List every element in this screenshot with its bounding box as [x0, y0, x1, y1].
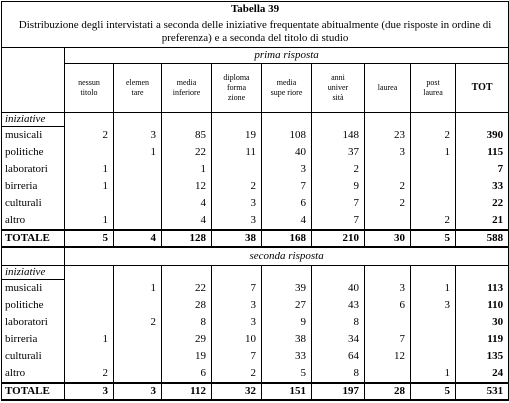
table-cell: 3 [212, 212, 262, 230]
row-header-spacer [65, 113, 114, 127]
table-cell: 3 [212, 314, 262, 331]
row-label: politiche [2, 144, 65, 161]
table-row [2, 195, 509, 212]
total-cell: 28 [365, 383, 411, 400]
table-cell: 43 [312, 297, 365, 314]
section-banner-row [2, 48, 509, 64]
table-cell: 19 [212, 127, 262, 145]
table-cell: 3 [262, 161, 312, 178]
table-cell: 1 [114, 280, 162, 298]
row-total-cell: 390 [456, 127, 509, 145]
table-cell: 6 [262, 195, 312, 212]
row-header-row [2, 266, 509, 280]
row-total-cell: 119 [456, 331, 509, 348]
table-cell: 4 [162, 212, 212, 230]
table-cell: 8 [312, 365, 365, 383]
table-cell: 23 [365, 127, 411, 145]
table-cell: 19 [162, 348, 212, 365]
row-header-spacer [411, 113, 456, 127]
banner-spacer [2, 48, 65, 64]
row-header-spacer [162, 113, 212, 127]
table-cell: 1 [162, 161, 212, 178]
table-cell [365, 161, 411, 178]
table-cell: 11 [212, 144, 262, 161]
row-header-spacer [456, 113, 509, 127]
table-cell: 3 [411, 297, 456, 314]
table-row [2, 127, 509, 145]
column-header-row [2, 64, 509, 113]
row-label: altro [2, 212, 65, 230]
row-label: altro [2, 365, 65, 383]
statistics-table [1, 1, 509, 401]
total-cell: 112 [162, 383, 212, 400]
table-cell: 12 [365, 348, 411, 365]
row-header-spacer [114, 113, 162, 127]
table-cell: 7 [262, 178, 312, 195]
table-row [2, 212, 509, 230]
total-cell: 3 [65, 383, 114, 400]
table-cell: 5 [262, 365, 312, 383]
table-cell: 8 [162, 314, 212, 331]
table-row [2, 178, 509, 195]
column-header: anni univer sità [312, 64, 365, 113]
table-cell [65, 280, 114, 298]
column-header: diploma forma zione [212, 64, 262, 113]
row-total-cell: 30 [456, 314, 509, 331]
table-cell: 29 [162, 331, 212, 348]
table-cell [411, 195, 456, 212]
row-label: laboratori [2, 161, 65, 178]
table-cell: 64 [312, 348, 365, 365]
table-cell: 7 [312, 212, 365, 230]
table-cell: 3 [365, 144, 411, 161]
column-header: post laurea [411, 64, 456, 113]
table-cell: 1 [65, 161, 114, 178]
total-cell: 5 [411, 383, 456, 400]
section-banner: prima risposta [65, 48, 509, 64]
grand-total-cell: 531 [456, 383, 509, 400]
total-label: TOTALE [2, 230, 65, 247]
row-total-cell: 110 [456, 297, 509, 314]
table-body [2, 2, 509, 401]
row-total-cell: 24 [456, 365, 509, 383]
table-cell [114, 331, 162, 348]
table-cell: 40 [262, 144, 312, 161]
table-cell: 7 [312, 195, 365, 212]
table-cell [411, 348, 456, 365]
row-label: musicali [2, 280, 65, 298]
total-cell: 168 [262, 230, 312, 247]
total-cell: 30 [365, 230, 411, 247]
table-cell: 7 [365, 331, 411, 348]
row-label: politiche [2, 297, 65, 314]
table-cell [65, 314, 114, 331]
row-header-spacer [262, 266, 312, 280]
total-cell: 4 [114, 230, 162, 247]
row-header-spacer [312, 266, 365, 280]
table-cell: 108 [262, 127, 312, 145]
table-cell [411, 161, 456, 178]
table-cell: 1 [411, 365, 456, 383]
table-cell: 3 [114, 127, 162, 145]
row-total-cell: 115 [456, 144, 509, 161]
table-cell: 2 [65, 127, 114, 145]
total-cell: 197 [312, 383, 365, 400]
total-cell: 210 [312, 230, 365, 247]
table-cell: 2 [114, 314, 162, 331]
table-cell: 10 [212, 331, 262, 348]
table-cell [65, 297, 114, 314]
table-cell [365, 365, 411, 383]
table-cell: 8 [312, 314, 365, 331]
row-label: culturali [2, 348, 65, 365]
table-cell [114, 212, 162, 230]
table-cell: 7 [212, 348, 262, 365]
table-cell [65, 144, 114, 161]
table-cell: 39 [262, 280, 312, 298]
table-cell [114, 297, 162, 314]
table-cell: 4 [262, 212, 312, 230]
table-cell: 38 [262, 331, 312, 348]
row-header-label: iniziative [2, 113, 65, 127]
table-cell: 22 [162, 280, 212, 298]
table-cell [114, 178, 162, 195]
row-total-cell: 113 [456, 280, 509, 298]
table-cell: 148 [312, 127, 365, 145]
row-header-label: iniziative [2, 266, 65, 280]
table-cell [114, 348, 162, 365]
row-header-spacer [65, 266, 114, 280]
table-cell: 22 [162, 144, 212, 161]
row-label: musicali [2, 127, 65, 145]
table-cell: 1 [411, 144, 456, 161]
row-header-spacer [114, 266, 162, 280]
table-row [2, 280, 509, 298]
row-header-spacer [456, 266, 509, 280]
table-cell: 1 [65, 331, 114, 348]
row-label: laboratori [2, 314, 65, 331]
total-row [2, 383, 509, 400]
column-header: media inferiore [162, 64, 212, 113]
table-cell [411, 331, 456, 348]
row-header-spacer [262, 113, 312, 127]
table-cell: 3 [212, 297, 262, 314]
table-cell: 1 [411, 280, 456, 298]
total-cell: 128 [162, 230, 212, 247]
table-cell: 9 [262, 314, 312, 331]
table-cell: 9 [312, 178, 365, 195]
column-header: elemen tare [114, 64, 162, 113]
table-cell: 6 [162, 365, 212, 383]
table-row [2, 365, 509, 383]
section-banner-row [2, 247, 509, 266]
row-header-row [2, 113, 509, 127]
row-header-spacer [162, 266, 212, 280]
row-total-cell: 135 [456, 348, 509, 365]
row-label: birreria [2, 178, 65, 195]
table-cell: 2 [365, 195, 411, 212]
table-cell [65, 348, 114, 365]
table-cell [114, 195, 162, 212]
row-total-cell: 7 [456, 161, 509, 178]
table-cell: 40 [312, 280, 365, 298]
column-header: nessun titolo [65, 64, 114, 113]
table-cell [114, 365, 162, 383]
column-header: laurea [365, 64, 411, 113]
table-cell: 4 [162, 195, 212, 212]
total-cell: 38 [212, 230, 262, 247]
column-header: media supe riore [262, 64, 312, 113]
table-cell [411, 178, 456, 195]
table-cell: 2 [65, 365, 114, 383]
row-label: birreria [2, 331, 65, 348]
grand-total-cell: 588 [456, 230, 509, 247]
total-cell: 151 [262, 383, 312, 400]
table-cell: 34 [312, 331, 365, 348]
total-cell: 5 [411, 230, 456, 247]
row-total-cell: 33 [456, 178, 509, 195]
row-header-spacer [312, 113, 365, 127]
row-header-spacer [365, 113, 411, 127]
total-row [2, 230, 509, 247]
table-cell: 2 [212, 178, 262, 195]
total-cell: 3 [114, 383, 162, 400]
table-cell: 28 [162, 297, 212, 314]
table-cell: 37 [312, 144, 365, 161]
table-cell [365, 314, 411, 331]
table-cell: 2 [411, 212, 456, 230]
table-title: Tabella 39 [2, 2, 509, 18]
table-cell: 85 [162, 127, 212, 145]
table-cell: 7 [212, 280, 262, 298]
table-cell: 33 [262, 348, 312, 365]
table-row [2, 161, 509, 178]
header-spacer [2, 64, 65, 113]
table-cell [365, 212, 411, 230]
table-cell [411, 314, 456, 331]
table-cell: 3 [365, 280, 411, 298]
row-total-cell: 22 [456, 195, 509, 212]
table-cell: 2 [365, 178, 411, 195]
row-total-cell: 21 [456, 212, 509, 230]
table-cell: 1 [65, 212, 114, 230]
table-cell: 12 [162, 178, 212, 195]
row-header-spacer [365, 266, 411, 280]
table-cell: 6 [365, 297, 411, 314]
table-row [2, 144, 509, 161]
table-cell: 2 [411, 127, 456, 145]
total-cell: 32 [212, 383, 262, 400]
table-cell: 2 [312, 161, 365, 178]
section-banner: seconda risposta [65, 247, 509, 266]
table-cell: 27 [262, 297, 312, 314]
table-cell: 2 [212, 365, 262, 383]
table-subtitle: Distribuzione degli intervistati a seconda delle iniziative frequentate abitualmente (due risposte in ordine di preferenza) e a seconda del titolo di studio [2, 17, 509, 48]
row-header-spacer [212, 113, 262, 127]
column-header: TOT [456, 64, 509, 113]
table-cell [212, 161, 262, 178]
table-cell [65, 195, 114, 212]
row-header-spacer [411, 266, 456, 280]
total-label: TOTALE [2, 383, 65, 400]
table-cell: 1 [114, 144, 162, 161]
table-row [2, 348, 509, 365]
table-row [2, 297, 509, 314]
total-cell: 5 [65, 230, 114, 247]
row-header-spacer [212, 266, 262, 280]
table-cell: 3 [212, 195, 262, 212]
banner-spacer [2, 247, 65, 266]
table-row [2, 314, 509, 331]
table-cell [114, 161, 162, 178]
table-cell: 1 [65, 178, 114, 195]
table-row [2, 331, 509, 348]
row-label: culturali [2, 195, 65, 212]
